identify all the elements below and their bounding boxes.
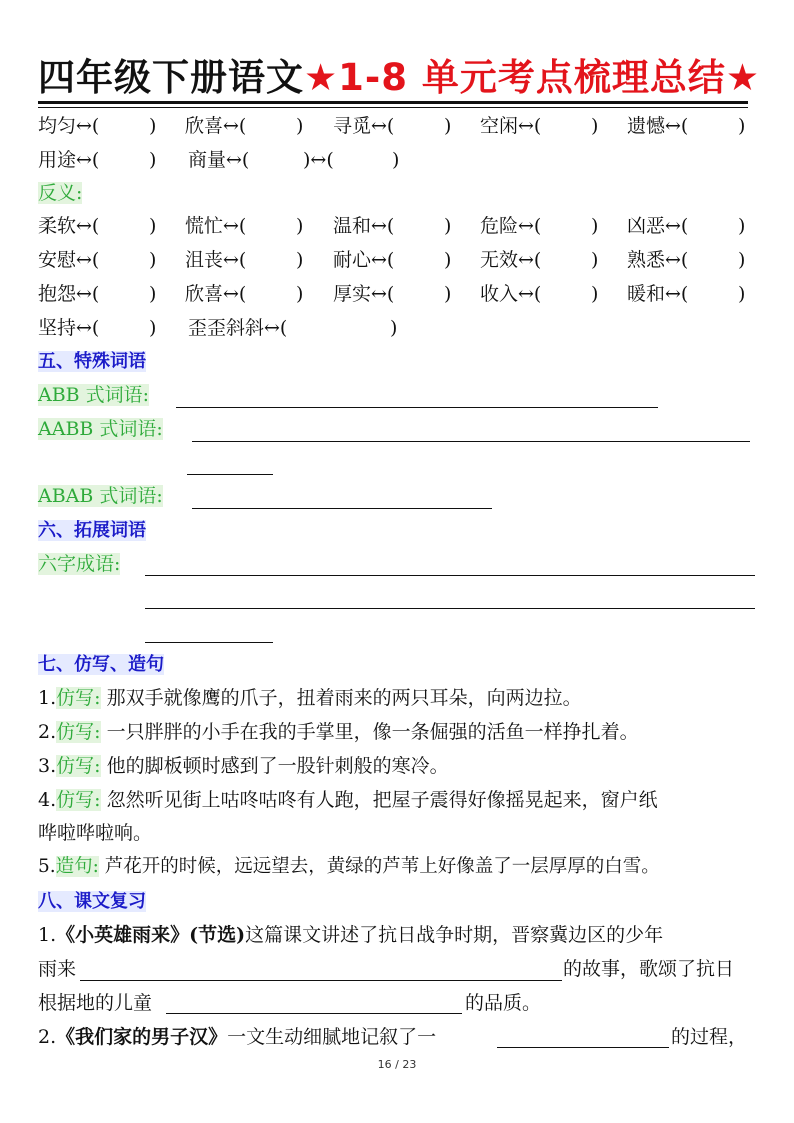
answer-line[interactable] (80, 980, 562, 981)
abab-label: ABAB 式词语: (38, 485, 163, 507)
exercise-item-continued: 哗啦哗啦响。 (38, 822, 153, 844)
answer-line[interactable] (192, 441, 750, 442)
section-heading: 七、仿写、造句 (38, 654, 164, 675)
review-q2: 2.《我们家的男子汉》一文生动细腻地记叙了一 (38, 1026, 437, 1048)
exercise-item: 3.仿写: 他的脚板顿时感到了一股针刺般的寒冷。 (38, 755, 449, 777)
title-rule-thin (38, 107, 748, 108)
answer-line[interactable] (176, 407, 658, 408)
review-q1-tail: 的故事，歌颂了抗日 (563, 958, 735, 980)
title-rule-thick (38, 101, 748, 104)
page-title: 四年级下册语文★1-8 单元考点梳理总结★ (38, 56, 761, 99)
aabb-label: AABB 式词语: (38, 418, 163, 440)
review-q1-end: 的品质。 (465, 992, 542, 1014)
answer-line[interactable] (166, 1013, 462, 1014)
abb-label: ABB 式词语: (38, 384, 150, 406)
exercise-item: 2.仿写: 一只胖胖的小手在我的手掌里，像一条倔强的活鱼一样挣扎着。 (38, 721, 639, 743)
antonym-label: 反义: (38, 182, 83, 204)
section-heading: 六、拓展词语 (38, 520, 146, 541)
review-q2-tail: 的过程， (671, 1026, 748, 1048)
review-q1-line2: 雨来 (38, 958, 77, 980)
answer-line[interactable] (145, 608, 755, 609)
page-number: 16 / 23 (377, 1058, 417, 1071)
exercise-item: 4.仿写: 忽然听见街上咕咚咕咚有人跑，把屋子震得好像摇晃起来，窗户纸 (38, 789, 658, 811)
answer-line[interactable] (187, 474, 273, 475)
answer-line[interactable] (145, 575, 755, 576)
section-heading: 八、课文复习 (38, 891, 146, 912)
answer-line[interactable] (192, 508, 492, 509)
review-q1-line3: 根据地的儿童 (38, 992, 153, 1014)
exercise-item: 5.造句: 芦花开的时候，远远望去，黄绿的芦苇上好像盖了一层厚厚的白雪。 (38, 856, 660, 877)
exercise-item: 1.仿写: 那双手就像鹰的爪子，扭着雨来的两只耳朵，向两边拉。 (38, 687, 582, 709)
answer-line[interactable] (497, 1047, 669, 1048)
six-char-idiom-label: 六字成语: (38, 553, 121, 575)
section-heading: 五、特殊词语 (38, 351, 146, 372)
review-q1: 1.《小英雄雨来》(节选)这篇课文讲述了抗日战争时期，晋察冀边区的少年 (38, 924, 664, 946)
answer-line[interactable] (145, 642, 273, 643)
